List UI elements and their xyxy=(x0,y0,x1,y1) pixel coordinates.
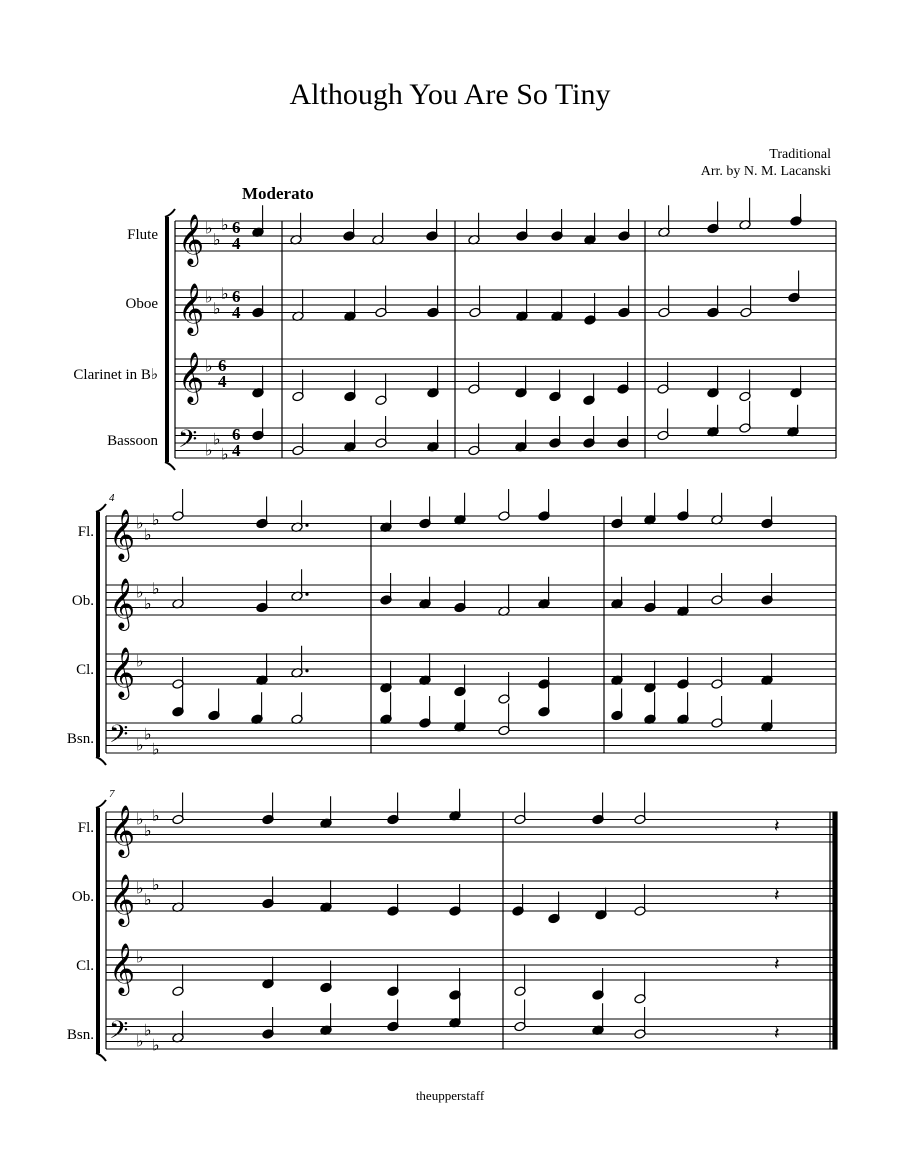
treble-clef-icon: 𝄞 xyxy=(109,805,136,856)
flat-icon: ♭ xyxy=(221,444,229,464)
flat-icon: ♭ xyxy=(136,735,144,755)
dot xyxy=(305,524,308,527)
time-sig-bottom: 4 xyxy=(232,441,241,460)
flat-icon: ♭ xyxy=(136,582,144,602)
staff-lines xyxy=(106,218,836,1049)
final-barline xyxy=(833,812,837,1049)
bracket-hook xyxy=(165,462,175,470)
time-sig-bottom: 4 xyxy=(232,234,241,253)
arranger-credit: Arr. by N. M. Lacanski xyxy=(700,164,831,179)
dot xyxy=(305,593,308,596)
flat-icon: ♭ xyxy=(136,1031,144,1051)
flat-icon: ♭ xyxy=(136,513,144,533)
treble-clef-icon: 𝄞 xyxy=(178,214,205,265)
treble-clef-icon: 𝄞 xyxy=(109,509,136,560)
flat-icon: ♭ xyxy=(152,509,160,529)
flat-icon: ♭ xyxy=(205,218,213,238)
bracket-hook xyxy=(96,504,106,512)
time-sig-top: 6 xyxy=(232,425,241,444)
treble-clef-icon: 𝄞 xyxy=(178,352,205,403)
flat-icon: ♭ xyxy=(221,283,229,303)
quarter-rest-icon: 𝄽 xyxy=(774,885,780,906)
instrument-abbr-bassoon: Bsn. xyxy=(66,731,94,747)
time-sig-bottom: 4 xyxy=(218,372,227,391)
system-brackets xyxy=(96,209,175,1061)
time-sig-top: 6 xyxy=(232,287,241,306)
flat-icon: ♭ xyxy=(152,805,160,825)
treble-clef-icon: 𝄞 xyxy=(109,578,136,629)
score-title: Although You Are So Tiny xyxy=(289,78,611,111)
system-bracket xyxy=(96,808,100,1053)
instrument-label-flute: Flute xyxy=(127,227,158,243)
flat-icon: ♭ xyxy=(144,889,152,909)
bracket-hook xyxy=(96,1053,106,1061)
time-sig-top: 6 xyxy=(232,218,241,237)
instrument-abbr-clarinet: Cl. xyxy=(76,662,94,678)
barlines xyxy=(106,218,837,1049)
flat-icon: ♭ xyxy=(144,593,152,613)
treble-clef-icon: 𝄞 xyxy=(178,283,205,334)
bass-clef-icon: 𝄢 xyxy=(178,425,198,460)
flat-icon: ♭ xyxy=(136,878,144,898)
flat-icon: ♭ xyxy=(205,287,213,307)
tempo-marking: Moderato xyxy=(242,184,314,203)
treble-clef-icon: 𝄞 xyxy=(109,943,136,994)
flat-icon: ♭ xyxy=(152,874,160,894)
system-bracket xyxy=(96,512,100,757)
flat-icon: ♭ xyxy=(213,229,221,249)
instrument-abbr-bassoon: Bsn. xyxy=(66,1027,94,1043)
measure-number-4: 4 xyxy=(109,492,115,504)
flat-icon: ♭ xyxy=(144,820,152,840)
measure-number-7: 7 xyxy=(109,788,115,800)
flat-icon: ♭ xyxy=(144,1020,152,1040)
instrument-label-oboe: Oboe xyxy=(125,296,158,312)
flat-icon: ♭ xyxy=(152,578,160,598)
bracket-hook xyxy=(96,800,106,808)
instrument-abbr-oboe: Ob. xyxy=(71,593,94,609)
composer-credit: Traditional xyxy=(769,147,831,162)
time-sig-bottom: 4 xyxy=(232,303,241,322)
instrument-abbr-oboe: Ob. xyxy=(71,889,94,905)
bracket-hook xyxy=(165,209,175,217)
instrument-abbr-clarinet: Cl. xyxy=(76,958,94,974)
instrument-abbr-flute: Fl. xyxy=(77,820,94,836)
flat-icon: ♭ xyxy=(205,356,213,376)
bass-clef-icon: 𝄢 xyxy=(109,720,129,755)
instrument-abbr-flute: Fl. xyxy=(77,524,94,540)
notes xyxy=(172,194,802,1044)
flat-icon: ♭ xyxy=(152,739,160,759)
quarter-rest-icon: 𝄽 xyxy=(774,954,780,975)
system-bracket xyxy=(165,217,169,462)
flat-icon: ♭ xyxy=(205,440,213,460)
flat-icon: ♭ xyxy=(144,724,152,744)
flat-icon: ♭ xyxy=(152,1035,160,1055)
quarter-rest-icon: 𝄽 xyxy=(774,1023,780,1044)
instrument-label-clarinet: Clarinet in B♭ xyxy=(73,367,158,383)
flat-icon: ♭ xyxy=(136,651,144,671)
flat-icon: ♭ xyxy=(213,429,221,449)
quarter-rest-icon: 𝄽 xyxy=(774,816,780,837)
page-footer: theupperstaff xyxy=(415,1088,485,1103)
bracket-hook xyxy=(96,757,106,765)
flat-icon: ♭ xyxy=(136,809,144,829)
time-sig-top: 6 xyxy=(218,356,227,375)
bass-clef-icon: 𝄢 xyxy=(109,1016,129,1051)
flat-icon: ♭ xyxy=(136,947,144,967)
treble-clef-icon: 𝄞 xyxy=(109,647,136,698)
flat-icon: ♭ xyxy=(144,524,152,544)
instrument-label-bassoon: Bassoon xyxy=(107,433,158,449)
treble-clef-icon: 𝄞 xyxy=(109,874,136,925)
flat-icon: ♭ xyxy=(221,214,229,234)
dot xyxy=(305,669,308,672)
flat-icon: ♭ xyxy=(213,298,221,318)
